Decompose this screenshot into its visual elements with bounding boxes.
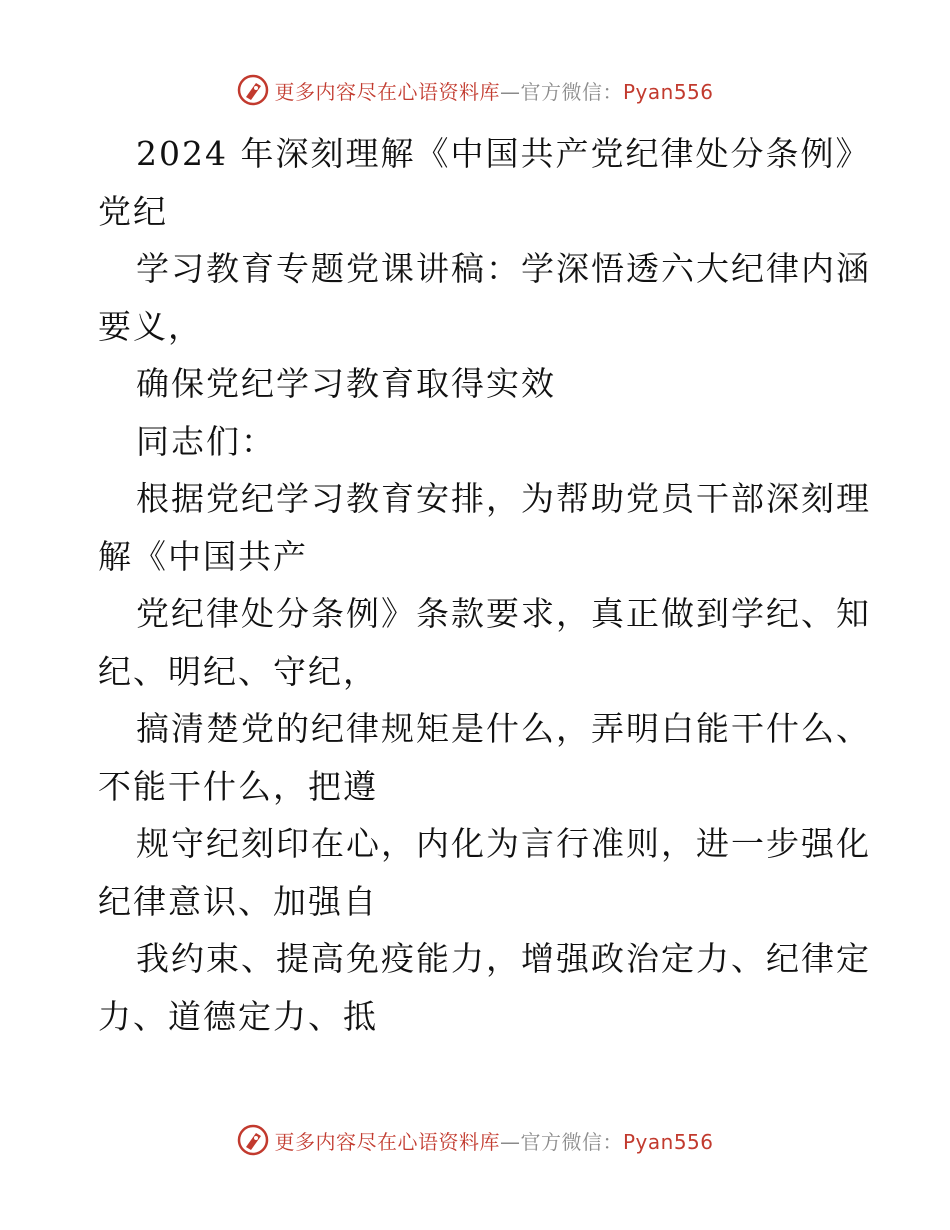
text-line: 规守纪刻印在心，内化为言行准则，进一步强化 xyxy=(136,824,871,863)
text-line: 根据党纪学习教育安排，为帮助党员干部深刻理 xyxy=(136,479,871,518)
banner-brand: 更多内容尽在心语资料库 xyxy=(274,79,500,104)
text-line: 力、道德定力、抵 xyxy=(98,996,378,1036)
banner-text xyxy=(274,76,713,105)
banner-text xyxy=(274,1126,713,1155)
banner-wechat-id: Pyan556 xyxy=(622,79,714,104)
header-banner xyxy=(0,70,950,110)
pen-nib-logo-icon xyxy=(236,73,270,107)
banner-dash: — xyxy=(499,1129,521,1154)
pen-nib-logo-icon xyxy=(236,1123,270,1157)
text-line: 解《中国共产 xyxy=(98,536,308,576)
text-line: 学习教育专题党课讲稿：学深悟透六大纪律内涵 xyxy=(136,249,871,288)
text-line: 我约束、提高免疫能力，增强政治定力、纪律定 xyxy=(136,939,871,978)
text-line: 纪、明纪、守纪， xyxy=(98,651,378,691)
text-line: 要义， xyxy=(98,306,203,346)
text-line: 纪律意识、加强自 xyxy=(98,881,378,921)
banner-dash: — xyxy=(499,79,521,104)
text-line: 同志们： xyxy=(136,421,276,461)
banner-wechat-label: 官方微信： xyxy=(520,1129,623,1154)
text-line: 党纪律处分条例》条款要求，真正做到学纪、知 xyxy=(136,594,871,633)
text-line: 确保党纪学习教育取得实效 xyxy=(136,364,556,403)
text-line: 搞清楚党的纪律规矩是什么，弄明白能干什么、 xyxy=(136,709,871,748)
footer-banner xyxy=(0,1120,950,1160)
text-line: 党纪 xyxy=(98,191,168,231)
banner-wechat-id: Pyan556 xyxy=(622,1129,714,1154)
banner-brand: 更多内容尽在心语资料库 xyxy=(274,1129,500,1154)
banner-wechat-label: 官方微信： xyxy=(520,79,623,104)
text-line: 不能干什么，把遵 xyxy=(98,766,378,806)
document-body xyxy=(98,125,871,1045)
text-line: 2024 年深刻理解《中国共产党纪律处分条例》 xyxy=(136,134,871,173)
